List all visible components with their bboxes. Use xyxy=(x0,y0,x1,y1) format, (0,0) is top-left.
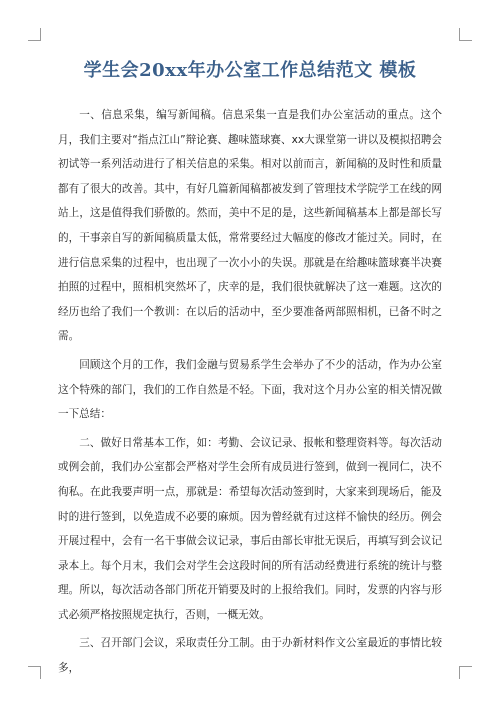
paragraph-department-meeting: 三、召开部门会议，采取责任分工制。由于办新材料作文公室最近的事情比较多， xyxy=(58,637,442,675)
paragraph-daily-work: 二、做好日常基本工作，如：考勤、会议记录、报帐和整理资料等。每次活动或例会前，我们办公室都会严格对学生会所有成员进行签到，做到一视同仁，决不徇私。在此我要声明一点，那就是：希望每次活动签到时，大家来到现场后，能及时的进行签到，以免造成不必要的麻烦。因为曾经就有过这样不愉快的经历。例会开展过程中，会有一名干事做会议记录，事后由部长审批无误后，再填写到会议记录本上。每个月末，我们会对学生会这段时间的所有活动经费进行系统的统计与整理。所以，每次活动各部门所花开销要及时的上报给我们。同时，发票的内容与形式必须严格按照规定执行，否则，一概无效。 xyxy=(58,436,442,621)
paragraph-month-review: 回顾这个月的工作，我们金融与贸易系学生会举办了不少的活动，作为办公室这个特殊的部门，我们的工作自然是不轻。下面，我对这个月办公室的相关情况做一下总结： xyxy=(58,358,442,421)
document-title: 学生会20xx年办公室工作总结范文 模板 xyxy=(83,60,417,81)
crop-mark-bottom-right xyxy=(459,666,472,679)
crop-mark-top-left xyxy=(28,28,41,41)
crop-mark-bottom-left xyxy=(28,666,41,679)
crop-mark-top-right xyxy=(459,28,472,41)
paragraph-information-collection: 一、信息采集，编写新闻稿。信息采集一直是我们办公室活动的重点。这个月，我们主要对“指点江山”辩论赛、趣味篮球赛、xx大课堂第一讲以及模拟招聘会初试等一系列活动进行了相关信息的采集。相对以前而言，新闻稿的及时性和质量都有了很大的改善。其中，有好几篇新闻稿都被发到了管理技术学院学工在线的网站上，这是值得我们骄傲的。然而，美中不足的是，这些新闻稿基本上都是部长写的，干事亲自写的新闻稿质量太低，常常要经过大幅度的修改才能过关。同时，在进行信息采集的过程中，也出现了一次小小的失误。那就是在给趣味篮球赛半决赛拍照的过程中，照相机突然坏了，庆幸的是，我们很快就解决了这一难题。这次的经历也给了我们一个教训：在以后的活动中，至少要准备两部照相机，已备不时之需。 xyxy=(58,109,442,343)
document-body xyxy=(58,103,442,685)
